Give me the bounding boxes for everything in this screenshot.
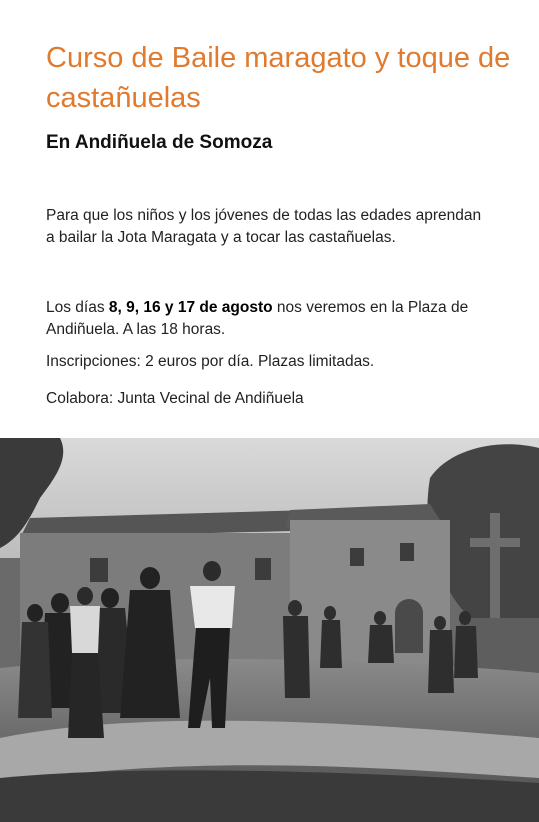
dates-prefix: Los días — [46, 299, 109, 316]
registration-paragraph: Inscripciones: 2 euros por día. Plazas limitadas. — [46, 353, 375, 370]
dates-suffix: nos veremos en la Plaza de Andiñuela. A las 18 horas. — [46, 299, 469, 338]
course-title: Curso de Baile maragato y toque de castañuelas — [46, 42, 511, 114]
collaborator-paragraph: Colabora: Junta Vecinal de Andiñuela — [46, 390, 304, 407]
dates-highlight: 8, 9, 16 y 17 de agosto — [108, 299, 273, 316]
dates-paragraph — [46, 297, 486, 341]
location-subtitle: En Andiñuela de Somoza — [46, 132, 273, 153]
intro-paragraph: Para que los niños y los jóvenes de todas las edades aprendan a bailar la Jota Maragata y a tocar las castañuelas. — [46, 207, 482, 246]
dance-photo — [0, 438, 539, 822]
